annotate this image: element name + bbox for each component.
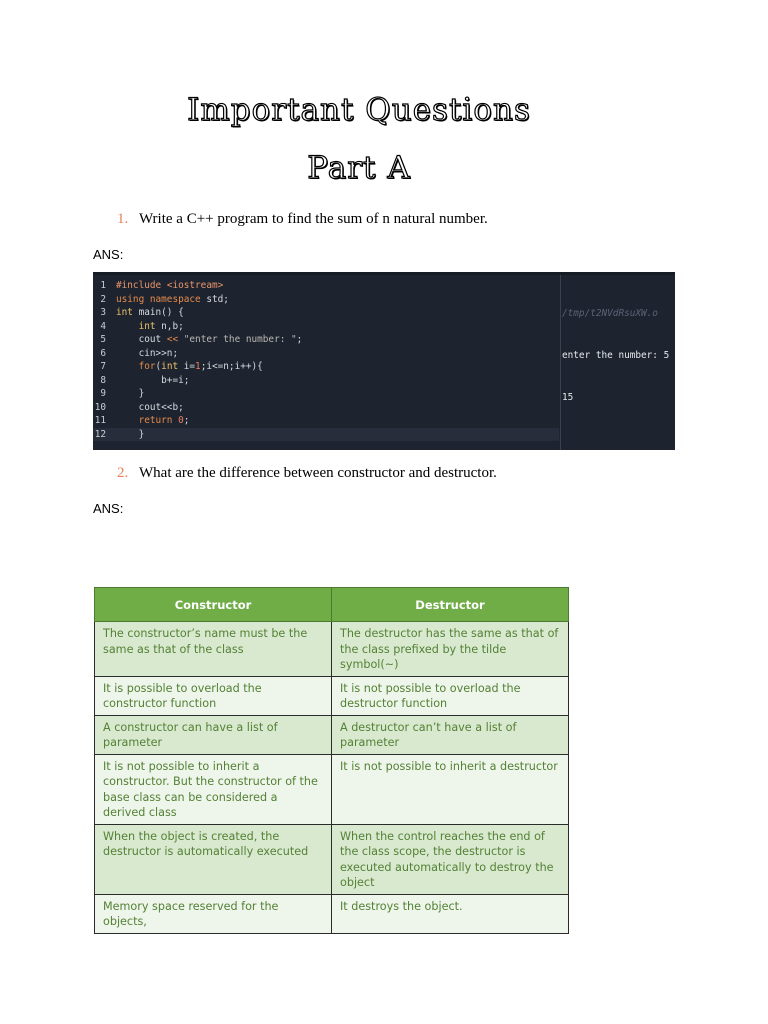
line-number: 5	[100, 334, 106, 345]
code-line	[93, 428, 559, 442]
code-text: for(int i=1;i<=n;i++){	[138, 361, 263, 372]
code-line	[93, 387, 559, 401]
table-cell: It is not possible to inherit a constructor. But the constructor of the base class can be considered a derived class	[95, 754, 332, 824]
column-header-constructor: Constructor	[95, 588, 332, 622]
output-pane	[562, 279, 672, 433]
question-2	[117, 465, 497, 482]
question-number: 1.	[117, 211, 129, 227]
column-header-destructor: Destructor	[332, 588, 569, 622]
line-number: 7	[100, 361, 106, 372]
answer-label: ANS:	[93, 247, 124, 262]
code-text: }	[116, 388, 145, 399]
code-text: using namespace std;	[116, 293, 229, 305]
code-text: cout << "enter the number: ";	[116, 334, 303, 345]
table-cell: It destroys the object.	[332, 894, 569, 933]
table-cell: The constructor’s name must be the same as that of the class	[95, 622, 332, 677]
code-text: cin>>n;	[116, 347, 179, 359]
code-pane	[93, 279, 559, 447]
table-row	[95, 715, 569, 754]
code-line	[93, 401, 559, 415]
table-cell: When the control reaches the end of the class scope, the destructor is executed automatically to destroy the object	[332, 824, 569, 894]
code-line	[93, 279, 559, 293]
output-line: 15	[562, 392, 574, 403]
pane-divider	[560, 275, 561, 450]
table-row	[95, 622, 569, 677]
code-text: int main() {	[116, 307, 184, 318]
line-number: 8	[100, 374, 106, 386]
table-header-row	[95, 588, 569, 622]
code-text: int n,b;	[138, 320, 184, 332]
page-subtitle: Part A	[307, 150, 411, 186]
table-cell: When the object is created, the destructor is automatically executed	[95, 824, 332, 894]
table-row	[95, 676, 569, 715]
page-title: Important Questions	[187, 92, 531, 128]
line-number: 1	[100, 280, 106, 291]
table-cell: Memory space reserved for the objects,	[95, 894, 332, 933]
question-text: Write a C++ program to find the sum of n natural number.	[139, 211, 488, 227]
table-cell: The destructor has the same as that of the class prefixed by the tilde symbol(~)	[332, 622, 569, 677]
line-number: 2	[100, 293, 106, 305]
code-line	[93, 293, 559, 307]
output-line: enter the number: 5	[562, 350, 670, 361]
line-number: 11	[94, 415, 106, 426]
question-text: What are the difference between constructor and destructor.	[139, 465, 497, 481]
table-cell: A destructor can’t have a list of parameter	[332, 715, 569, 754]
line-number: 6	[100, 347, 106, 359]
line-number: 12	[94, 428, 106, 440]
line-number: 4	[100, 320, 106, 332]
question-1	[117, 211, 488, 228]
table-row	[95, 754, 569, 824]
code-line	[93, 320, 559, 334]
code-text: cout<<b;	[116, 401, 184, 413]
code-text: }	[116, 428, 145, 440]
code-line	[93, 360, 559, 374]
code-line	[93, 333, 559, 347]
code-line	[93, 374, 559, 388]
code-text: return 0;	[138, 415, 190, 426]
code-line	[93, 306, 559, 320]
table-cell: It is not possible to inherit a destructor	[332, 754, 569, 824]
code-line	[93, 347, 559, 361]
code-text: #include <iostream>	[116, 280, 224, 291]
output-path: /tmp/t2NVdRsuXW.o	[562, 308, 658, 319]
line-number: 10	[94, 401, 106, 413]
code-editor-screenshot	[93, 272, 675, 450]
question-number: 2.	[117, 465, 129, 481]
table-cell: A constructor can have a list of parameter	[95, 715, 332, 754]
answer-label: ANS:	[93, 501, 124, 516]
code-line	[93, 414, 559, 428]
line-number: 3	[100, 307, 106, 318]
comparison-table	[94, 587, 569, 934]
line-number: 9	[100, 388, 106, 399]
code-text: b+=i;	[116, 374, 190, 386]
table-row	[95, 894, 569, 933]
table-cell: It is possible to overload the constructor function	[95, 676, 332, 715]
table-cell: It is not possible to overload the destructor function	[332, 676, 569, 715]
table-row	[95, 824, 569, 894]
